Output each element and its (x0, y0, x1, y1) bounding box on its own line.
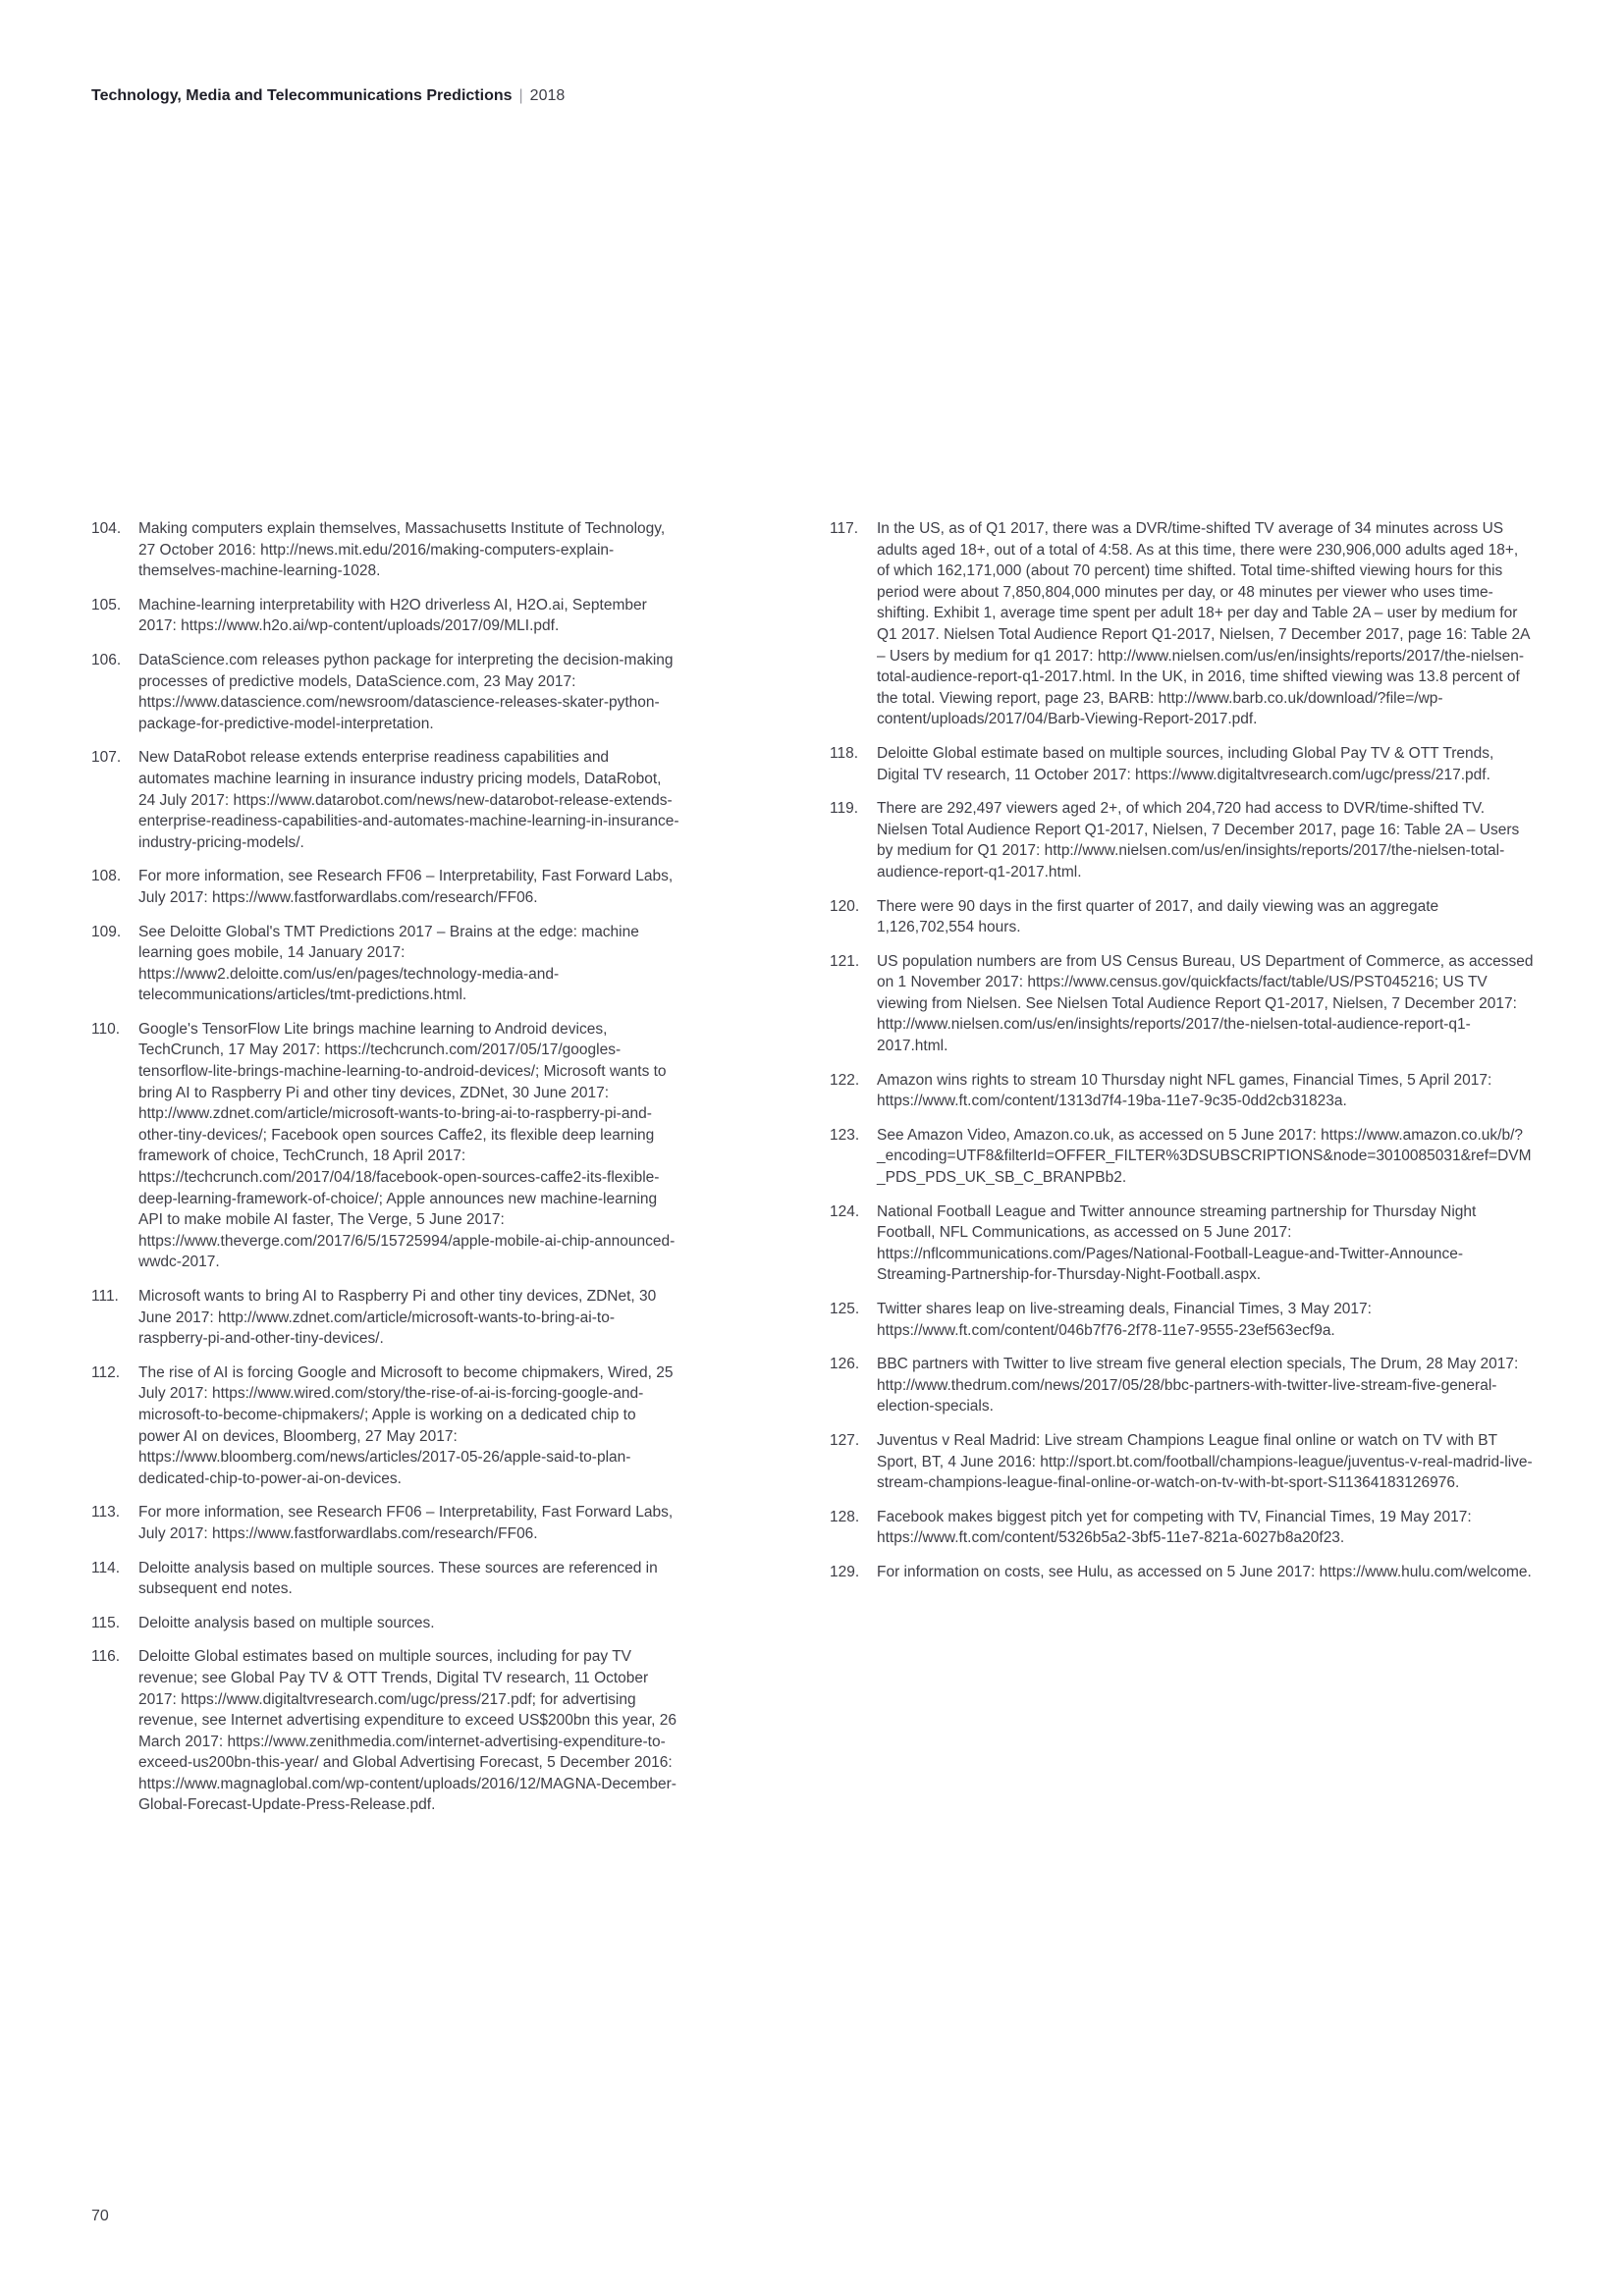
endnote-item (830, 798, 1534, 882)
endnote-text: See Deloitte Global's TMT Predictions 2017 – Brains at the edge: machine learning goes mobile, 14 January 2017: https://www2.deloitte.com/us/en/pages/technology-media-and-telecommunications/articles/tmt-predictions.html. (138, 923, 639, 1004)
endnote-item (830, 1299, 1534, 1341)
endnote-item (91, 1019, 680, 1273)
endnote-text: Microsoft wants to bring AI to Raspberry Pi and other tiny devices, ZDNet, 30 June 2017: http://www.zdnet.com/article/microsoft-wants-to-bring-ai-to-raspberry-pi-and-other-tiny-devices/. (138, 1288, 657, 1348)
endnote-text: Twitter shares leap on live-streaming deals, Financial Times, 3 May 2017: https://www.ft.com/content/046b7f76-2f78-11e7-9555-23ef563ecf9a. (877, 1301, 1372, 1339)
endnote-text: Juventus v Real Madrid: Live stream Champions League final online or watch on TV with BT Sport, BT, 4 June 2016: http://sport.bt.com/football/champions-league/juventus-v-real-madrid-live-stream-champions-league-final-online-or-watch-on-tv-with-bt-sport-S11364183126976. (877, 1431, 1533, 1492)
document-title: Technology, Media and Telecommunications Predictions (91, 87, 513, 104)
endnote-number: 110. (91, 1020, 121, 1038)
endnote-text: Deloitte Global estimate based on multiple sources, including Global Pay TV & OTT Trends, Digital TV research, 11 October 2017: https://www.digitaltvresearch.com/ugc/press/217.pdf. (877, 744, 1494, 783)
endnote-item (830, 951, 1534, 1057)
endnote-number: 129. (830, 1563, 860, 1580)
endnote-number: 124. (830, 1202, 860, 1220)
endnote-item (91, 1502, 680, 1544)
endnote-item (91, 518, 680, 582)
endnote-text: The rise of AI is forcing Google and Microsoft to become chipmakers, Wired, 25 July 2017: https://www.wired.com/story/the-rise-of-ai-is-forcing-google-and-microsoft-to-become-chipmakers/; Apple is working on a dedicated chip to power AI on devices, Bloomberg, 27 May 2017: https://www.bloomberg.com/news/articles/2017-05-26/apple-said-to-plan-dedicated-chip-to-power-ai-on-devices. (138, 1363, 674, 1487)
endnote-number: 118. (830, 744, 859, 762)
endnote-item (830, 518, 1534, 730)
endnote-text: Deloitte Global estimates based on multiple sources, including for pay TV revenue; see Global Pay TV & OTT Trends, Digital TV research, 11 October 2017: https://www.digitaltvresearch.com/ugc/press/217.pdf; for advertising revenue, see Internet advertising expenditure to exceed US$200bn this year, 26 March 2017: https://www.zenithmedia.com/internet-advertising-expenditure-to-exceed-us200bn-this-year/ and Global Advertising Forecast, 5 December 2016: https://www.magnaglobal.com/wp-content/uploads/2016/12/MAGNA-December-Global-Forecast-Update-Press-Release.pdf. (138, 1648, 677, 1814)
endnote-text: Google's TensorFlow Lite brings machine learning to Android devices, TechCrunch, 17 May 2017: https://techcrunch.com/2017/05/17/googles-tensorflow-lite-brings-machine-learning-to-android-devices/; Microsoft wants to bring AI to Raspberry Pi and other tiny devices, ZDNet, 30 June 2017: http://www.zdnet.com/article/microsoft-wants-to-bring-ai-to-raspberry-pi-and-other-tiny-devices/; Facebook open sources Caffe2, its flexible deep learning framework of choice, TechCrunch, 18 April 2017: https://techcrunch.com/2017/04/18/facebook-open-sources-caffe2-its-flexible-deep-learning-framework-of-choice/; Apple announces new machine-learning API to make mobile AI faster, The Verge, 5 June 2017: https://www.theverge.com/2017/6/5/15725994/apple-mobile-ai-chip-announced-wwdc-2017. (138, 1020, 676, 1271)
endnote-text: There are 292,497 viewers aged 2+, of which 204,720 had access to DVR/time-shifted TV. Nielsen Total Audience Report Q1-2017, Nielsen, 7 December 2017, page 16: Table 2A – Users by medium for Q1 2017: http://www.nielsen.com/us/en/insights/reports/2017/the-nielsen-total-audience-report-q1-2017.html. (877, 800, 1520, 881)
endnote-number: 109. (91, 923, 122, 940)
endnote-item (830, 1125, 1534, 1189)
endnote-text: DataScience.com releases python package for interpreting the decision-making processes of predictive models, DataScience.com, 23 May 2017: https://www.datascience.com/newsroom/datascience-releases-skater-python-package-for-predictive-model-interpretation. (138, 651, 674, 732)
endnote-number: 123. (830, 1126, 860, 1144)
endnote-item (91, 1646, 680, 1816)
endnote-number: 104. (91, 520, 122, 537)
endnote-item (830, 1070, 1534, 1112)
page-header (91, 86, 1533, 107)
endnote-item (91, 1362, 680, 1490)
endnote-item (91, 595, 680, 637)
endnote-number: 122. (830, 1071, 860, 1089)
endnote-text: In the US, as of Q1 2017, there was a DVR/time-shifted TV average of 34 minutes across US adults aged 18+, out of a total of 4:58. As at this time, there were 230,906,000 adults aged 18+, of which 162,171,000 (about 70 percent) time shifted. Total time-shifted viewing hours for this period were about 7,850,804,000 minutes per day, or 48 minutes per viewer who uses time-shifting. Exhibit 1, average time spent per adult 18+ per day and Table 2A – user by medium for Q1 2017. Nielsen Total Audience Report Q1-2017, Nielsen, 7 December 2017, page 16: Table 2A – Users by medium for q1 2017: http://www.nielsen.com/us/en/insights/reports/2017/the-nielsen-total-audience-report-q1-2017.html. In the UK, in 2016, time shifted viewing was 13.8 percent of the total. Viewing report, page 23, BARB: http://www.barb.co.uk/download/?file=/wp-content/uploads/2017/04/Barb-Viewing-Report-2017.pdf. (877, 520, 1530, 728)
endnote-text: Deloitte analysis based on multiple sources. These sources are referenced in subsequent end notes. (138, 1559, 658, 1598)
page-number: 70 (91, 2208, 109, 2224)
endnote-number: 126. (830, 1356, 860, 1373)
endnote-item (91, 1613, 680, 1634)
endnote-item (830, 1562, 1534, 1583)
endnote-text: National Football League and Twitter announce streaming partnership for Thursday Night Football, NFL Communications, as accessed on 5 June 2017: https://nflcommunications.com/Pages/National-Football-League-and-Twitter-Announce-Streaming-Partnership-for-Thursday-Night-Football.aspx. (877, 1202, 1477, 1284)
endnote-number: 108. (91, 868, 122, 885)
endnote-number: 112. (91, 1363, 121, 1381)
endnote-text: BBC partners with Twitter to live stream five general election specials, The Drum, 28 May 2017: http://www.thedrum.com/news/2017/05/28/bbc-partners-with-twitter-live-stream-five-general-election-specials. (877, 1356, 1519, 1415)
endnote-item (830, 1201, 1534, 1286)
header-separator: | (518, 87, 523, 104)
endnote-text: There were 90 days in the first quarter of 2017, and daily viewing was an aggregate 1,126,702,554 hours. (877, 897, 1439, 936)
endnote-item (91, 922, 680, 1006)
endnote-number: 114. (91, 1559, 121, 1576)
endnote-item (830, 743, 1534, 785)
endnote-text: Making computers explain themselves, Massachusetts Institute of Technology, 27 October 2016: http://news.mit.edu/2016/making-computers-explain-themselves-machine-learning-1028. (138, 520, 666, 580)
endnote-item (830, 1507, 1534, 1549)
endnote-item (830, 1354, 1534, 1417)
endnote-text: For more information, see Research FF06 – Interpretability, Fast Forward Labs, July 2017: https://www.fastforwardlabs.com/research/FF06. (138, 868, 674, 906)
endnote-item (91, 1286, 680, 1350)
endnotes-section (91, 518, 1534, 1829)
endnote-text: For more information, see Research FF06 – Interpretability, Fast Forward Labs, July 2017: https://www.fastforwardlabs.com/research/FF06. (138, 1504, 674, 1542)
endnote-number: 125. (830, 1301, 860, 1317)
endnote-text: Amazon wins rights to stream 10 Thursday night NFL games, Financial Times, 5 April 2017: https://www.ft.com/content/1313d7f4-19ba-11e7-9c35-0dd2cb31823a. (877, 1071, 1492, 1110)
endnote-number: 115. (91, 1614, 121, 1631)
endnote-number: 128. (830, 1508, 860, 1525)
endnote-number: 113. (91, 1504, 121, 1522)
endnotes-right-column (830, 518, 1534, 1829)
endnote-number: 127. (830, 1431, 860, 1449)
endnote-number: 121. (830, 952, 860, 970)
endnote-number: 105. (91, 596, 122, 614)
endnote-number: 119. (830, 800, 859, 818)
endnote-item (830, 1430, 1534, 1494)
endnote-text: Facebook makes biggest pitch yet for competing with TV, Financial Times, 19 May 2017: https://www.ft.com/content/5326b5a2-3bf5-11e7-821a-6027b8a20f23. (877, 1508, 1472, 1547)
endnote-number: 120. (830, 897, 860, 915)
endnote-item (91, 866, 680, 908)
document-year: 2018 (529, 87, 566, 104)
endnote-text: Deloitte analysis based on multiple sources. (138, 1614, 435, 1631)
endnote-number: 107. (91, 749, 122, 767)
endnote-item (91, 650, 680, 734)
endnote-item (91, 747, 680, 853)
endnote-text: Machine-learning interpretability with H2O driverless AI, H2O.ai, September 2017: https://www.h2o.ai/wp-content/uploads/2017/09/MLI.pdf. (138, 596, 647, 635)
endnote-number: 106. (91, 651, 122, 668)
endnote-text: New DataRobot release extends enterprise readiness capabilities and automates machine learning in insurance industry pricing models, DataRobot, 24 July 2017: https://www.datarobot.com/news/new-datarobot-release-extends-enterprise-readiness-capabilities-and-automates-machine-learning-in-insurance-industry-pricing-models/. (138, 749, 679, 851)
endnote-text: For information on costs, see Hulu, as accessed on 5 June 2017: https://www.hulu.com/welcome. (877, 1563, 1532, 1580)
endnotes-left-column (91, 518, 680, 1829)
endnote-number: 116. (91, 1648, 121, 1666)
endnote-number: 111. (91, 1288, 119, 1305)
endnote-number: 117. (830, 520, 859, 537)
endnote-text: US population numbers are from US Census Bureau, US Department of Commerce, as accessed on 1 November 2017: https://www.census.gov/quickfacts/fact/table/US/PST045216; US TV viewing from Nielsen. See Nielsen Total Audience Report Q1-2017, Nielsen, 7 December 2017: http://www.nielsen.com/us/en/insights/reports/2017/the-nielsen-total-audience-report-q1-2017.html. (877, 952, 1534, 1055)
endnote-item (830, 896, 1534, 938)
endnote-text: See Amazon Video, Amazon.co.uk, as accessed on 5 June 2017: https://www.amazon.co.uk/b/?_encoding=UTF8&filterId=OFFER_FILTER%3DSUBSCRIPTIONS&node=3010085031&ref=DVM_PDS_PDS_UK_SB_C_BRANPBb2. (877, 1126, 1532, 1187)
endnote-item (91, 1558, 680, 1600)
